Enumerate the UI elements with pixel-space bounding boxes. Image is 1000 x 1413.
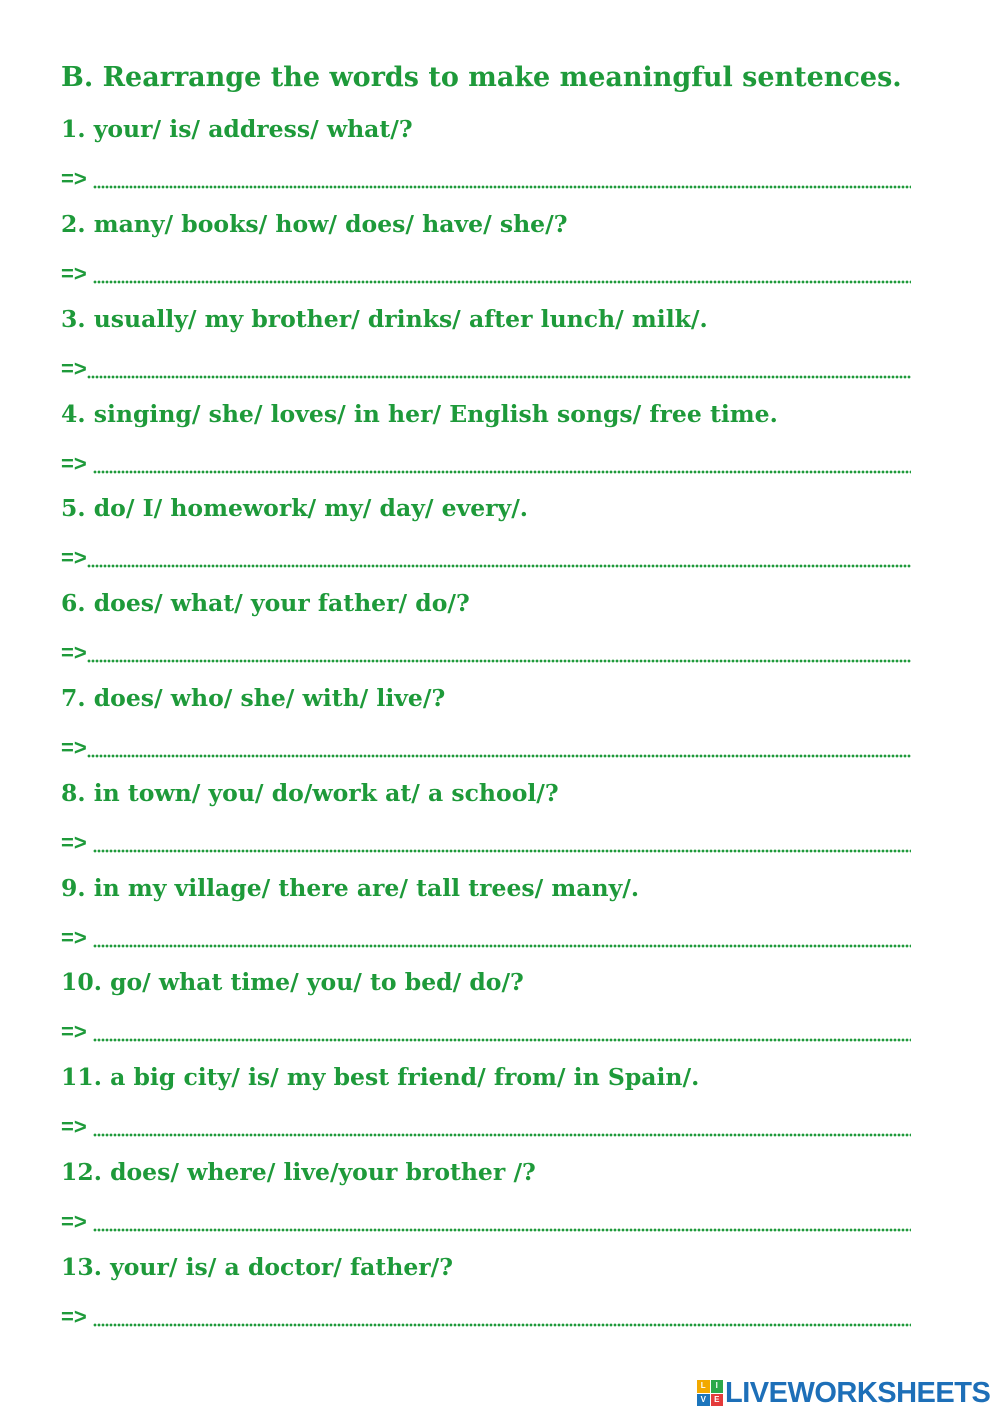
question-9: 9. in my village/ there are/ tall trees/ many/. [61,874,639,902]
answer-line-9[interactable] [61,924,911,950]
answer-prefix: => [61,451,93,476]
answer-prefix: => [61,735,87,760]
answer-prefix: => [61,261,93,286]
answer-prefix: => [61,1304,93,1329]
answer-prefix: => [61,1114,93,1139]
answer-prefix: => [61,640,87,665]
liveworksheets-logo [697,1376,990,1410]
question-3: 3. usually/ my brother/ drinks/ after lunch/ milk/. [61,305,708,333]
answer-prefix: => [61,545,87,570]
answer-input-11[interactable] [97,1113,911,1137]
answer-input-10[interactable] [97,1018,911,1042]
answer-prefix: => [61,925,93,950]
answer-input-2[interactable] [97,260,911,284]
answer-line-11[interactable] [61,1113,911,1139]
answer-line-10[interactable] [61,1018,911,1044]
answer-input-12[interactable] [97,1208,911,1232]
answer-input-3[interactable] [97,355,911,379]
answer-input-4[interactable] [97,450,911,474]
worksheet-title: B. Rearrange the words to make meaningful sentences. [61,62,902,93]
answer-line-3[interactable] [61,355,911,381]
answer-prefix: => [61,1019,93,1044]
answer-prefix: => [61,1209,93,1234]
answer-prefix: => [61,830,93,855]
answer-input-8[interactable] [97,829,911,853]
question-13: 13. your/ is/ a doctor/ father/? [61,1253,454,1281]
answer-input-6[interactable] [97,639,911,663]
question-1: 1. your/ is/ address/ what/? [61,115,413,143]
answer-line-8[interactable] [61,829,911,855]
answer-line-5[interactable] [61,544,911,570]
logo-blocks-icon: L I V E [697,1380,723,1406]
question-7: 7. does/ who/ she/ with/ live/? [61,684,446,712]
answer-input-9[interactable] [97,924,911,948]
answer-line-12[interactable] [61,1208,911,1234]
question-11: 11. a big city/ is/ my best friend/ from/ in Spain/. [61,1063,700,1091]
question-8: 8. in town/ you/ do/work at/ a school/? [61,779,559,807]
question-6: 6. does/ what/ your father/ do/? [61,589,470,617]
answer-input-1[interactable] [97,165,911,189]
question-4: 4. singing/ she/ loves/ in her/ English songs/ free time. [61,400,778,428]
answer-prefix: => [61,166,93,191]
answer-line-4[interactable] [61,450,911,476]
question-10: 10. go/ what time/ you/ to bed/ do/? [61,968,524,996]
answer-input-5[interactable] [97,544,911,568]
answer-line-7[interactable] [61,734,911,760]
answer-input-7[interactable] [97,734,911,758]
answer-prefix: => [61,356,87,381]
answer-line-1[interactable] [61,165,911,191]
answer-line-13[interactable] [61,1303,911,1329]
answer-line-6[interactable] [61,639,911,665]
logo-text: LIVEWORKSHEETS [725,1376,991,1409]
question-2: 2. many/ books/ how/ does/ have/ she/? [61,210,568,238]
question-5: 5. do/ I/ homework/ my/ day/ every/. [61,494,528,522]
answer-line-2[interactable] [61,260,911,286]
question-12: 12. does/ where/ live/your brother /? [61,1158,536,1186]
answer-input-13[interactable] [97,1303,911,1327]
